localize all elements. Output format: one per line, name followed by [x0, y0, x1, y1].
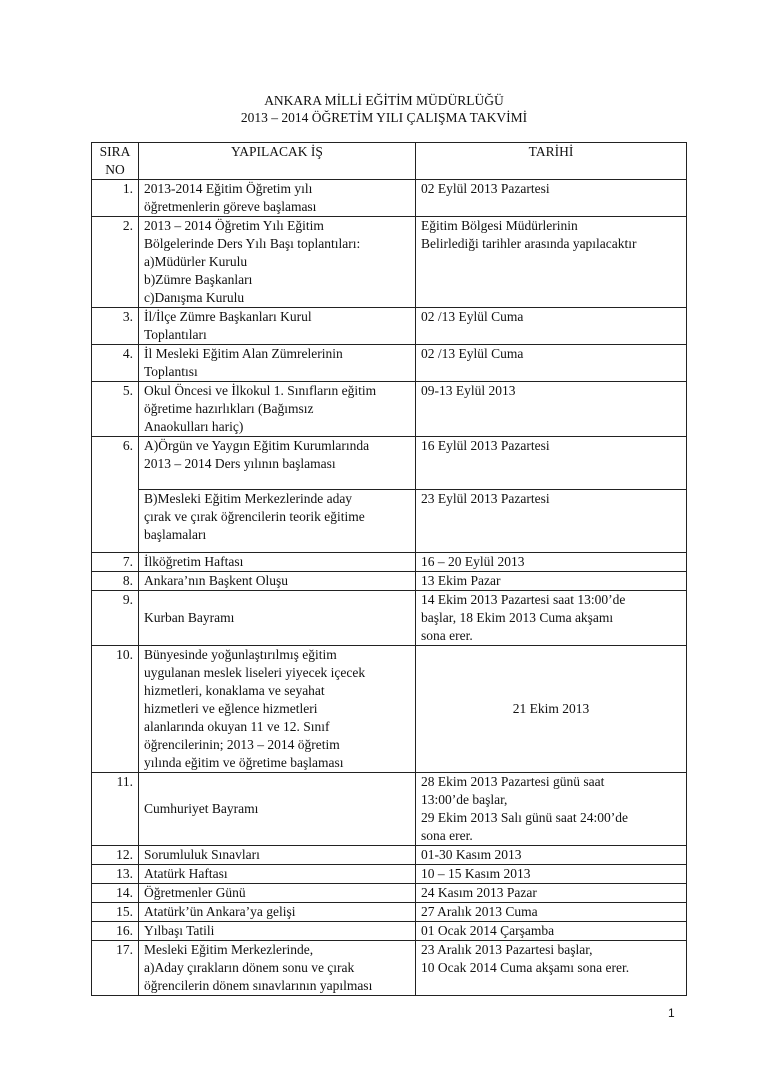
table-row	[92, 884, 687, 903]
row-no: 1.	[92, 180, 139, 217]
row-date: 16 – 20 Eylül 2013	[416, 553, 687, 572]
row-date: 02 /13 Eylül Cuma	[416, 308, 687, 345]
row-no: 17.	[92, 941, 139, 996]
row-no: 5.	[92, 382, 139, 437]
table-row	[92, 591, 687, 646]
table-row	[92, 490, 687, 553]
row-work: Yılbaşı Tatili	[139, 922, 416, 941]
row-no: 12.	[92, 846, 139, 865]
row-no: 8.	[92, 572, 139, 591]
row-no: 13.	[92, 865, 139, 884]
row-date: 23 Aralık 2013 Pazartesi başlar, 10 Ocak 2014 Cuma akşamı sona erer.	[416, 941, 687, 996]
table-row	[92, 553, 687, 572]
table-row	[92, 572, 687, 591]
table-row	[92, 180, 687, 217]
row-work: İlköğretim Haftası	[139, 553, 416, 572]
row-work: İl/İlçe Zümre Başkanları Kurul Toplantıları	[139, 308, 416, 345]
row-no: 14.	[92, 884, 139, 903]
row-work: Atatürk’ün Ankara’ya gelişi	[139, 903, 416, 922]
row-date: 28 Ekim 2013 Pazartesi günü saat 13:00’de başlar, 29 Ekim 2013 Salı günü saat 24:00’de sona erer.	[416, 773, 687, 846]
row-date: 24 Kasım 2013 Pazar	[416, 884, 687, 903]
table-row	[92, 345, 687, 382]
table-row	[92, 903, 687, 922]
row-date: 13 Ekim Pazar	[416, 572, 687, 591]
calendar-table	[91, 142, 687, 996]
table-row	[92, 217, 687, 308]
row-date: 01 Ocak 2014 Çarşamba	[416, 922, 687, 941]
table-row	[92, 773, 687, 846]
row-work: Mesleki Eğitim Merkezlerinde, a)Aday çırakların dönem sonu ve çırak öğrencilerin dönem sınavlarının yapılması	[139, 941, 416, 996]
row-work: 2013 – 2014 Öğretim Yılı Eğitim Bölgelerinde Ders Yılı Başı toplantıları: a)Müdürler Kurulu b)Zümre Başkanları c)Danışma Kurulu	[139, 217, 416, 308]
header-work: YAPILACAK İŞ	[139, 143, 416, 180]
row-no: 10.	[92, 646, 139, 773]
row-work-b: B)Mesleki Eğitim Merkezlerinde aday çırak ve çırak öğrencilerin teorik eğitime başlamaları	[139, 490, 416, 553]
header-no: SIRA NO	[92, 143, 139, 180]
row-date: 02 /13 Eylül Cuma	[416, 345, 687, 382]
row-work: Ankara’nın Başkent Oluşu	[139, 572, 416, 591]
row-work: İl Mesleki Eğitim Alan Zümrelerinin Toplantısı	[139, 345, 416, 382]
document-header	[0, 92, 768, 126]
table-row	[92, 437, 687, 490]
row-no: 3.	[92, 308, 139, 345]
row-no: 15.	[92, 903, 139, 922]
org-title: ANKARA MİLLİ EĞİTİM MÜDÜRLÜĞÜ	[264, 93, 504, 108]
row-work: Bünyesinde yoğunlaştırılmış eğitim uygulanan meslek liseleri yiyecek içecek hizmetleri, konaklama ve seyahat hizmetleri ve eğlence hizmetleri alanlarında okuyan 11 ve 12. Sınıf öğrencilerinin; 2013 – 2014 öğretim yılında eğitim ve öğretime başlaması	[139, 646, 416, 773]
row-no: 7.	[92, 553, 139, 572]
row-work: 2013-2014 Eğitim Öğretim yılı öğretmenlerin göreve başlaması	[139, 180, 416, 217]
row-date: 21 Ekim 2013	[416, 646, 687, 773]
table-header-row	[92, 143, 687, 180]
table-row	[92, 846, 687, 865]
table-row	[92, 646, 687, 773]
row-no: 4.	[92, 345, 139, 382]
row-date: 14 Ekim 2013 Pazartesi saat 13:00’de başlar, 18 Ekim 2013 Cuma akşamı sona erer.	[416, 591, 687, 646]
row-date-a: 16 Eylül 2013 Pazartesi	[416, 437, 687, 490]
row-date: 27 Aralık 2013 Cuma	[416, 903, 687, 922]
row-work: Kurban Bayramı	[139, 591, 416, 646]
row-no: 9.	[92, 591, 139, 646]
row-date: 02 Eylül 2013 Pazartesi	[416, 180, 687, 217]
table-row	[92, 941, 687, 996]
table-row	[92, 308, 687, 345]
row-no: 11.	[92, 773, 139, 846]
document-title: 2013 – 2014 ÖĞRETİM YILI ÇALIŞMA TAKVİMİ	[240, 110, 528, 125]
row-date: 01-30 Kasım 2013	[416, 846, 687, 865]
row-date: Eğitim Bölgesi Müdürlerinin Belirlediği tarihler arasında yapılacaktır	[416, 217, 687, 308]
row-date: 09-13 Eylül 2013	[416, 382, 687, 437]
row-work: Sorumluluk Sınavları	[139, 846, 416, 865]
header-date: TARİHİ	[416, 143, 687, 180]
table-row	[92, 865, 687, 884]
row-date-b: 23 Eylül 2013 Pazartesi	[416, 490, 687, 553]
page-number: 1	[668, 1006, 675, 1020]
row-no: 16.	[92, 922, 139, 941]
row-work-a: A)Örgün ve Yaygın Eğitim Kurumlarında 2013 – 2014 Ders yılının başlaması	[139, 437, 416, 490]
row-work: Okul Öncesi ve İlkokul 1. Sınıfların eğitim öğretime hazırlıkları (Bağımsız Anaokulları hariç)	[139, 382, 416, 437]
row-work: Atatürk Haftası	[139, 865, 416, 884]
table-row	[92, 382, 687, 437]
row-work: Cumhuriyet Bayramı	[139, 773, 416, 846]
row-work: Öğretmenler Günü	[139, 884, 416, 903]
table-row	[92, 922, 687, 941]
row-date: 10 – 15 Kasım 2013	[416, 865, 687, 884]
row-no: 2.	[92, 217, 139, 308]
row-no: 6.	[92, 437, 139, 553]
